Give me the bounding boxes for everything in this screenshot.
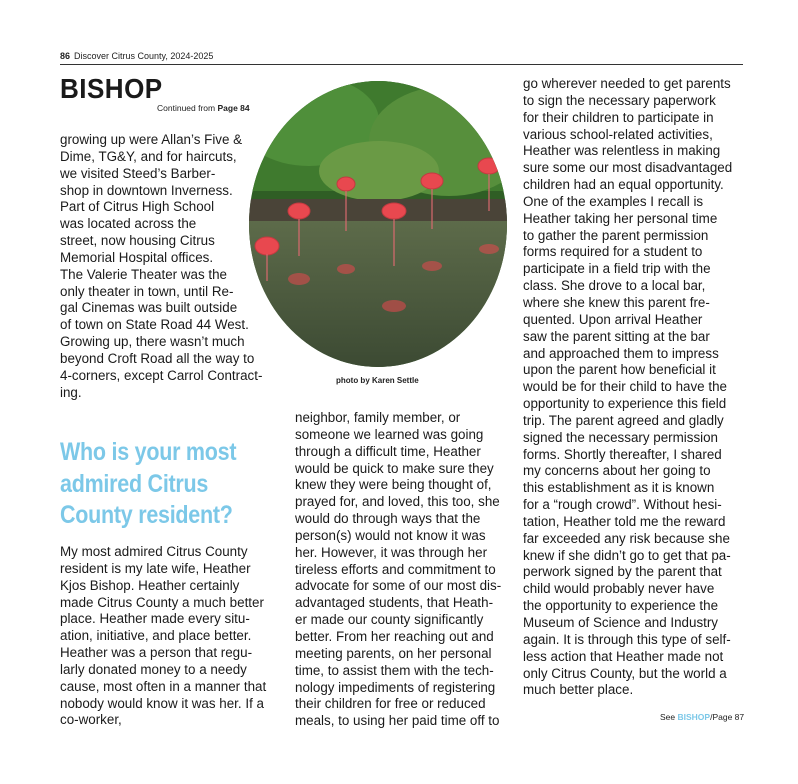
text-line: Museum of Science and Industry bbox=[523, 615, 719, 630]
article-title: BISHOP bbox=[60, 73, 163, 104]
text-line: time, to assist them with the tech- bbox=[295, 662, 494, 678]
text-line: Growing up, there wasn’t much bbox=[60, 334, 245, 350]
text-line: much better place. bbox=[523, 682, 634, 698]
text-line: growing up were Allan’s Five & bbox=[60, 132, 243, 147]
text-line: cause, most often in a manner that bbox=[60, 678, 267, 694]
text-line: Memorial Hospital offices. bbox=[60, 249, 214, 265]
text-line: street, now housing Citrus bbox=[60, 233, 215, 249]
text-line: Dime, TG&Y, and for haircuts, bbox=[60, 148, 237, 164]
text-line: someone we learned was going bbox=[295, 426, 484, 442]
text-line: the opportunity to experience the bbox=[523, 598, 719, 614]
text-line: and approached them to impress bbox=[523, 345, 719, 361]
text-line: prayed for, and loved, this too, she bbox=[295, 494, 500, 510]
text-line: er made our county significantly bbox=[295, 612, 484, 628]
continued-on: See BISHOP/Page 87 bbox=[660, 712, 745, 722]
text-line: would be quick to make sure they bbox=[295, 460, 494, 476]
text-line: to gather the parent permission bbox=[523, 227, 709, 243]
continued-label: BISHOP bbox=[677, 712, 711, 722]
text-line: perwork signed by the parent that bbox=[523, 564, 722, 580]
text-line: co-worker, bbox=[60, 712, 122, 728]
column-1-bottom bbox=[60, 544, 266, 729]
text-line: One of the examples I recall is bbox=[523, 193, 704, 209]
text-line: Part of Citrus High School bbox=[60, 199, 215, 215]
text-line: we visited Steed’s Barber- bbox=[60, 165, 216, 181]
text-line: larly donated money to a needy bbox=[60, 661, 247, 677]
text-line: their children for free or reduced bbox=[295, 696, 486, 712]
text-line: this establishment as it is known bbox=[523, 480, 715, 496]
text-line: would be for their child to have the bbox=[523, 379, 727, 395]
text-line: person(s) would not know it was bbox=[295, 527, 486, 543]
publication-name: Discover Citrus County, 2024-2025 bbox=[74, 51, 214, 61]
text-line: signed the necessary permission bbox=[523, 429, 719, 445]
text-line: children had an equal opportunity. bbox=[523, 177, 724, 193]
text-line: quented. Upon arrival Heather bbox=[523, 311, 703, 327]
text-line: admired Citrus bbox=[60, 469, 209, 498]
text-line: only Citrus County, but the world a bbox=[523, 665, 727, 681]
text-line: was located across the bbox=[60, 216, 197, 232]
text-line: where she knew this parent fre- bbox=[523, 294, 710, 310]
text-line: The Valerie Theater was the bbox=[60, 266, 227, 282]
text-line: far exceeded any risk because she bbox=[523, 530, 730, 546]
text-line: go wherever needed to get parents bbox=[523, 76, 731, 91]
text-line: County resident? bbox=[60, 501, 233, 529]
page-number: 86 bbox=[60, 51, 71, 61]
continued-from: Continued from Page 84 bbox=[157, 103, 250, 113]
text-line: forms required for a student to bbox=[523, 244, 703, 260]
text-line: sure some our most disadvantaged bbox=[523, 160, 733, 176]
text-line: forms. Shortly thereafter, I shared bbox=[523, 446, 722, 462]
continued-page: Page 84 bbox=[217, 103, 250, 113]
text-line: less action that Heather made not bbox=[523, 648, 724, 664]
text-line: my concerns about her going to bbox=[523, 463, 711, 479]
text-line: Heather was a person that regu- bbox=[60, 645, 253, 661]
text-line: 4-corners, except Carrol Contract- bbox=[60, 367, 263, 383]
text-line: neighbor, family member, or bbox=[295, 410, 461, 425]
text-line: opportunity to experience this field bbox=[523, 396, 727, 412]
text-line: child would probably never have bbox=[523, 581, 715, 597]
text-line: trip. The parent agreed and gladly bbox=[523, 412, 724, 428]
text-line: knew they were being thought of, bbox=[295, 477, 492, 493]
text-line: participate in a field trip with the bbox=[523, 261, 711, 277]
photo-credit: photo by Karen Settle bbox=[336, 376, 419, 385]
text-line: of town on State Road 44 West. bbox=[60, 317, 249, 333]
text-line: advantaged students, that Heath- bbox=[295, 595, 494, 611]
text-line: tation, Heather told me the reward bbox=[523, 513, 726, 529]
column-2 bbox=[295, 410, 501, 730]
text-line: knew if she didn’t go to get that pa- bbox=[523, 547, 731, 563]
question-heading bbox=[60, 437, 236, 532]
header-rule bbox=[60, 64, 743, 65]
text-line: made Citrus County a much better bbox=[60, 594, 264, 610]
text-line: only theater in town, until Re- bbox=[60, 283, 234, 299]
text-line: class. She drove to a local bar, bbox=[523, 278, 706, 294]
text-line: nobody would know it was her. If a bbox=[60, 695, 264, 711]
text-line: Heather was relentless in making bbox=[523, 143, 721, 159]
text-line: tireless efforts and commitment to bbox=[295, 561, 496, 577]
text-line: place. Heather made every situ- bbox=[60, 611, 250, 627]
text-line: Who is your most bbox=[60, 438, 237, 466]
text-line: gal Cinemas was built outside bbox=[60, 300, 238, 316]
text-line: shop in downtown Inverness. bbox=[60, 182, 233, 198]
text-line: My most admired Citrus County bbox=[60, 544, 248, 559]
text-line: ing. bbox=[60, 384, 82, 400]
text-line: nology impediments of registering bbox=[295, 679, 496, 695]
column-3 bbox=[523, 76, 732, 699]
text-line: her. However, it was through her bbox=[295, 544, 488, 560]
text-line: through a difficult time, Heather bbox=[295, 443, 481, 459]
text-line: ation, initiative, and place better. bbox=[60, 628, 252, 644]
running-header bbox=[60, 51, 213, 61]
text-line: various school-related activities, bbox=[523, 126, 713, 142]
column-1-top bbox=[60, 132, 262, 402]
text-line: meeting parents, on her personal bbox=[295, 645, 492, 661]
text-line: meals, to using her paid time off to bbox=[295, 713, 500, 729]
text-line: upon the parent how beneficial it bbox=[523, 362, 716, 378]
text-line: to sign the necessary paperwork bbox=[523, 92, 716, 108]
text-line: Heather taking her personal time bbox=[523, 210, 718, 226]
continued-page-ref: /Page 87 bbox=[710, 712, 745, 722]
text-line: saw the parent sitting at the bar bbox=[523, 328, 710, 344]
text-line: Kjos Bishop. Heather certainly bbox=[60, 577, 240, 593]
flamingo-photo bbox=[249, 81, 507, 367]
text-line: for a “rough crowd”. Without hesi- bbox=[523, 497, 722, 513]
text-line: better. From her reaching out and bbox=[295, 628, 494, 644]
text-line: advocate for some of our most dis- bbox=[295, 578, 502, 594]
text-line: resident is my late wife, Heather bbox=[60, 560, 251, 576]
text-line: beyond Croft Road all the way to bbox=[60, 350, 255, 366]
text-line: again. It is through this type of self- bbox=[523, 631, 731, 647]
text-line: would do through ways that the bbox=[295, 511, 481, 527]
text-line: for their children to participate in bbox=[523, 109, 714, 125]
